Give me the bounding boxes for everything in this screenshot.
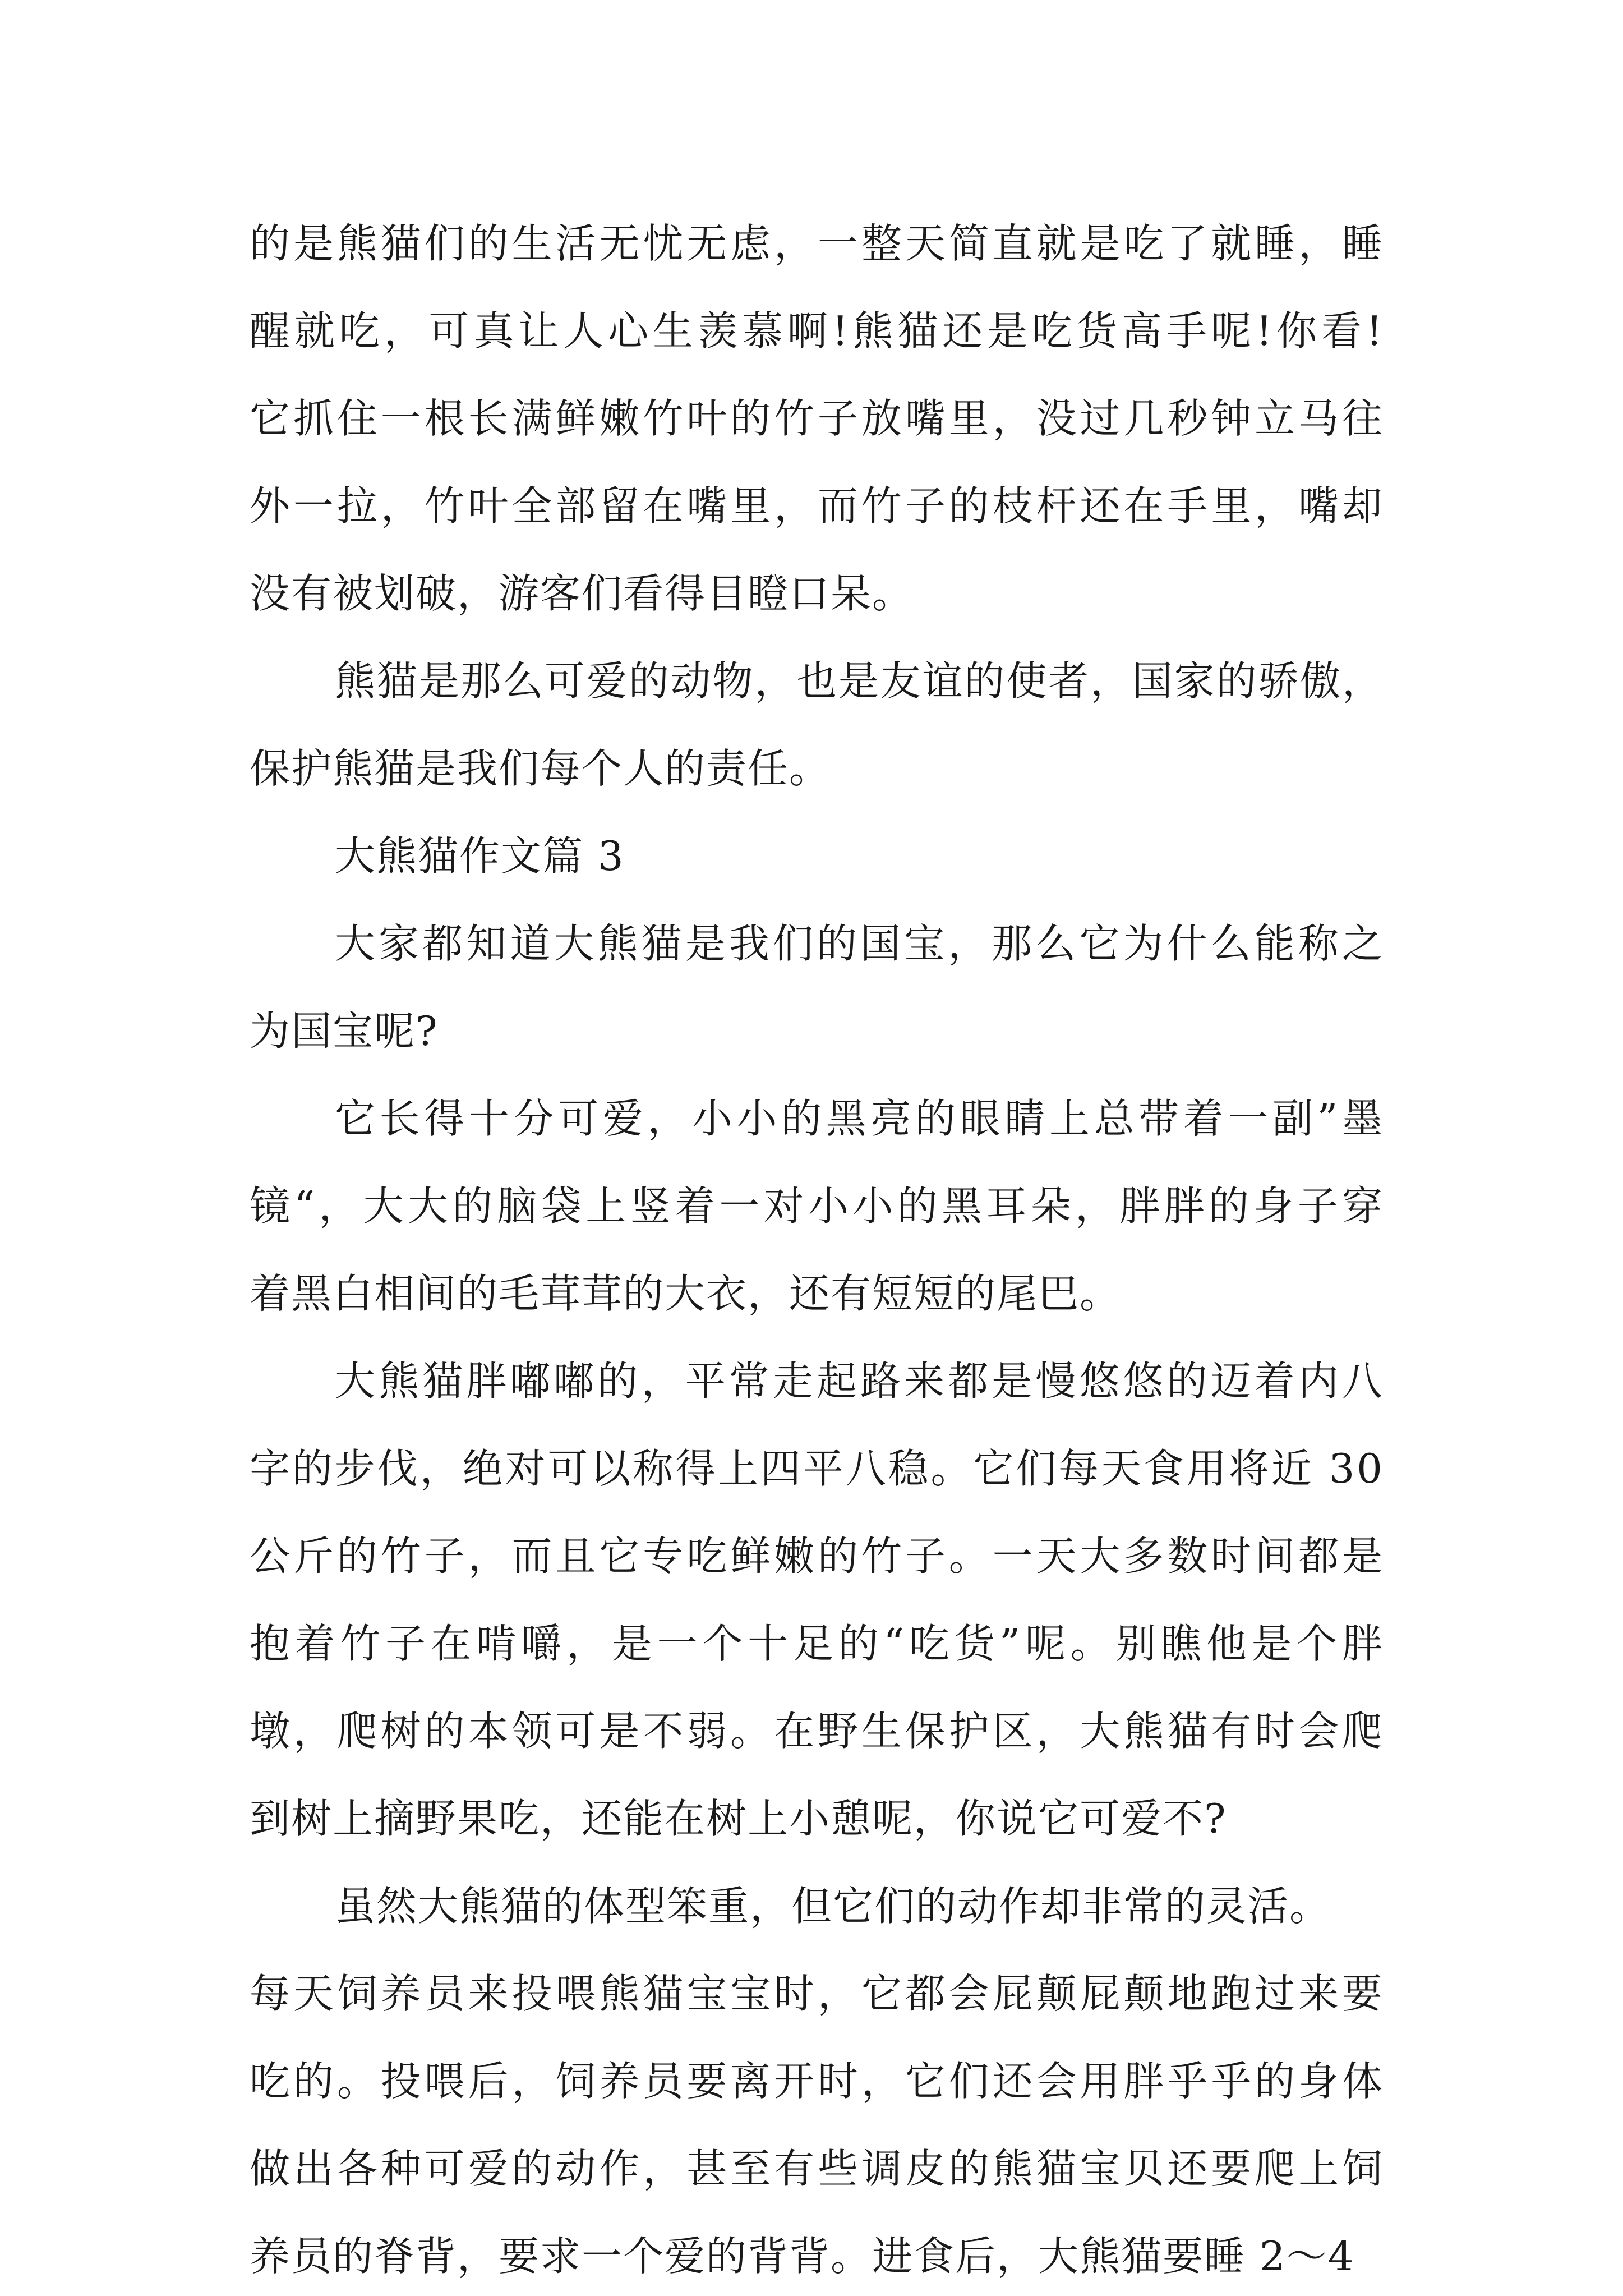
text-line: 做出各种可爱的动作，甚至有些调皮的熊猫宝贝还要爬上饲	[250, 2145, 1386, 2192]
text-line: 每天饲养员来投喂熊猫宝宝时，它都会屁颠屁颠地跑过来要	[250, 1970, 1386, 2017]
text-line: 保护熊猫是我们每个人的责任。	[250, 745, 831, 792]
text-line: 吃的。投喂后，饲养员要离开时，它们还会用胖乎乎的身体	[250, 2058, 1386, 2105]
text-line: 墩，爬树的本领可是不弱。在野生保护区，大熊猫有时会爬	[250, 1708, 1386, 1755]
text-line: 为国宝呢?	[250, 1007, 439, 1055]
text-line: 抱着竹子在啃嚼，是一个十足的“吃货”呢。别瞧他是个胖	[250, 1620, 1387, 1667]
text-line: 大熊猫胖嘟嘟的，平常走起路来都是慢悠悠的迈着内八	[335, 1358, 1386, 1405]
text-line: 到树上摘野果吃，还能在树上小憩呢，你说它可爱不?	[250, 1795, 1227, 1842]
text-line: 着黑白相间的毛茸茸的大衣，还有短短的尾巴。	[250, 1270, 1122, 1317]
text-line: 养员的脊背，要求一个爱的背背。进食后，大熊猫要睡 2～4	[250, 2233, 1355, 2280]
text-line: 熊猫是那么可爱的动物，也是友谊的使者，国家的骄傲，	[335, 657, 1384, 705]
text-line: 的是熊猫们的生活无忧无虑，一整天简直就是吃了就睡，睡	[250, 220, 1386, 267]
text-line: 公斤的竹子，而且它专吃鲜嫩的竹子。一天大多数时间都是	[250, 1533, 1386, 1580]
text-line: 大家都知道大熊猫是我们的国宝，那么它为什么能称之	[335, 920, 1386, 967]
section-heading: 大熊猫作文篇 3	[335, 832, 625, 880]
text-line: 它抓住一根长满鲜嫩竹叶的竹子放嘴里，没过几秒钟立马往	[250, 395, 1386, 442]
text-line: 醒就吃，可真让人心生羡慕啊!熊猫还是吃货高手呢!你看!	[250, 307, 1387, 355]
text-line: 虽然大熊猫的体型笨重，但它们的动作却非常的灵活。	[335, 1883, 1331, 1930]
text-line: 它长得十分可爱，小小的黑亮的眼睛上总带着一副”墨	[335, 1095, 1387, 1142]
text-line: 字的步伐，绝对可以称得上四平八稳。它们每天食用将近 30	[250, 1445, 1385, 1492]
text-line: 外一拉，竹叶全部留在嘴里，而竹子的枝杆还在手里，嘴却	[250, 482, 1386, 530]
text-line: 没有被划破，游客们看得目瞪口呆。	[250, 570, 914, 617]
text-line: 镜“，大大的脑袋上竖着一对小小的黑耳朵，胖胖的身子穿	[250, 1182, 1387, 1230]
